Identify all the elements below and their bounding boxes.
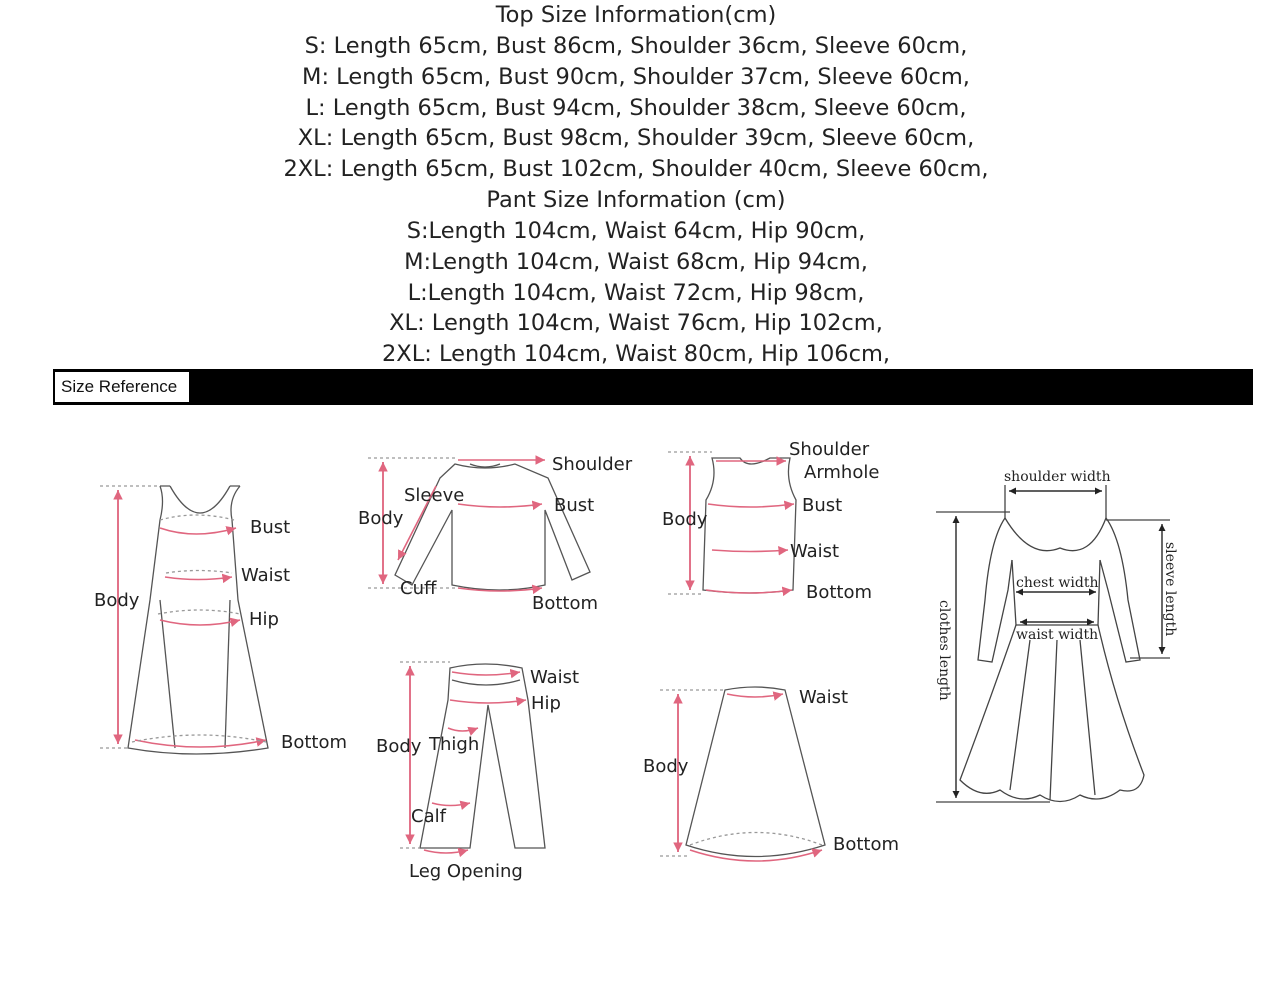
shirt-cuff-label: Cuff xyxy=(400,578,437,599)
gown-shoulder-width-label: shoulder width xyxy=(1004,469,1111,485)
gown-clothes-length-label: clothes length xyxy=(936,600,952,701)
dress-hip-label: Hip xyxy=(249,609,279,630)
gown-chest-width-label: chest width xyxy=(1016,575,1099,591)
pant-size-title: Pant Size Information (cm) xyxy=(486,187,786,214)
pant-size-2xl: 2XL: Length 104cm, Waist 80cm, Hip 106cm, xyxy=(381,341,891,368)
pants-body-label: Body xyxy=(376,736,422,757)
gown-waist-width-label: waist width xyxy=(1016,627,1099,643)
shirt-bust-label: Bust xyxy=(554,495,595,516)
top-size-m: M: Length 65cm, Bust 90cm, Shoulder 37cm, Sleeve 60cm, xyxy=(302,63,970,90)
pant-size-xl: XL: Length 104cm, Waist 76cm, Hip 102cm, xyxy=(389,310,883,337)
shirt-body-label: Body xyxy=(358,508,404,529)
dress-bust-label: Bust xyxy=(250,517,291,538)
pant-size-s: S:Length 104cm, Waist 64cm, Hip 90cm, xyxy=(406,217,866,244)
vest-bust-label: Bust xyxy=(802,495,843,516)
size-reference-label: Size Reference xyxy=(55,372,189,402)
top-size-title: Top Size Information(cm) xyxy=(495,2,777,28)
top-size-s: S: Length 65cm, Bust 86cm, Shoulder 36cm, Sleeve 60cm, xyxy=(304,32,968,59)
dress-waist-label: Waist xyxy=(241,565,291,586)
vest-waist-label: Waist xyxy=(790,541,840,562)
top-size-2xl: 2XL: Length 65cm, Bust 102cm, Shoulder 40cm, Sleeve 60cm, xyxy=(283,156,989,183)
pants-hip-label: Hip xyxy=(531,693,561,714)
pants-calf-label: Calf xyxy=(411,806,446,827)
pants-thigh-label: Thigh xyxy=(429,734,480,755)
pant-size-m: M:Length 104cm, Waist 68cm, Hip 94cm, xyxy=(404,248,868,275)
skirt-body-label: Body xyxy=(643,756,689,777)
top-size-l: L: Length 65cm, Bust 94cm, Shoulder 38cm, Sleeve 60cm, xyxy=(305,94,967,121)
gown-sleeve-length-label: sleeve length xyxy=(1162,542,1178,637)
dress-body-label: Body xyxy=(94,590,140,611)
dress-bottom-label: Bottom xyxy=(281,732,348,753)
vest-shoulder-label: Shoulder xyxy=(789,439,870,460)
pants-waist-label: Waist xyxy=(530,667,580,688)
top-size-xl: XL: Length 65cm, Bust 98cm, Shoulder 39cm, Sleeve 60cm, xyxy=(297,125,975,152)
skirt-bottom-label: Bottom xyxy=(833,834,900,855)
dress-illustration xyxy=(100,486,268,754)
shirt-shoulder-label: Shoulder xyxy=(552,454,633,475)
pants-leg-opening-label: Leg Opening xyxy=(409,861,523,882)
shirt-bottom-label: Bottom xyxy=(532,593,599,614)
vest-bottom-label: Bottom xyxy=(806,582,873,603)
gown-illustration xyxy=(936,485,1170,802)
vest-armhole-label: Armhole xyxy=(804,462,880,483)
skirt-waist-label: Waist xyxy=(799,687,849,708)
shirt-sleeve-label: Sleeve xyxy=(404,485,465,506)
pant-size-l: L:Length 104cm, Waist 72cm, Hip 98cm, xyxy=(407,279,865,306)
vest-body-label: Body xyxy=(662,509,708,530)
